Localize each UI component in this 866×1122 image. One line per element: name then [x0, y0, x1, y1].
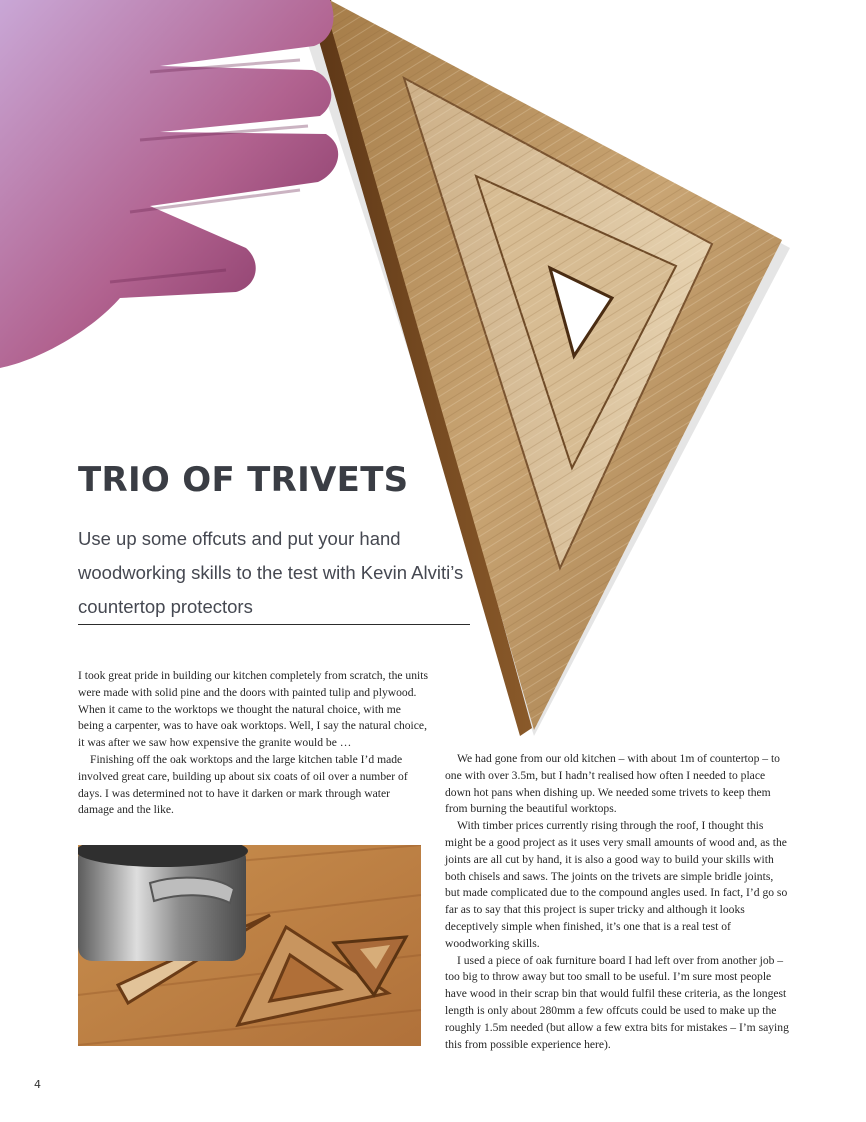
article-title: TRIO OF TRIVETS — [78, 460, 409, 500]
body-paragraph: Finishing off the oak worktops and the large kitchen table I’d made involved great care, building up about six coats of oil over a number of days. I was determined not to have it darken or mark through water damage and the like. — [78, 752, 408, 817]
body-column-right — [445, 751, 790, 1053]
body-paragraph: I took great pride in building our kitchen completely from scratch, the units were made with solid pine and the doors with painted tulip and plywood. When it came to the worktops we thought the natural choice, with me being a carpenter, was to have oak worktops. Well, I say the natural choice, it was after we saw how expensive the granite would be … — [78, 669, 428, 750]
hand-illustration — [0, 0, 338, 368]
trivets-photo — [78, 845, 421, 1046]
body-paragraph: We had gone from our old kitchen – with about 1m of countertop – to one with over 3.5m, but I hadn’t realised how often I needed to place down hot pans when dishing up. We needed some trivets to keep them from burning the beautiful worktops. — [445, 752, 780, 816]
body-paragraph: With timber prices currently rising through the roof, I thought this might be a good project as it uses very small amounts of wood and, as the joints are all cut by hand, it is also a good way to build your skills with both chisels and saws. The joints on the trivets are simple bridle joints, but made complicated due to the compound angles used. In fact, I’d go so far as to say that this project is super tricky and although it looks deceptively simple when finished, it’s one that is a real test of woodworking skills. — [445, 819, 788, 950]
body-paragraph: I used a piece of oak furniture board I had left over from another job – too big to throw away but too small to be useful. I’m sure most people have wood in their scrap bin that would fulfil these criteria, as the longest length is only about 280mm a few offcuts could be used to make up the roughly 1.5m needed (but allow a few extra bits for mistakes – I’m saying this from possible experience here). — [445, 953, 789, 1051]
title-divider — [78, 624, 470, 625]
article-standfirst: Use up some offcuts and put your hand woodworking skills to the test with Kevin Alviti’s countertop protectors — [78, 528, 464, 617]
body-column-left — [78, 668, 428, 819]
page-number: 4 — [34, 1078, 41, 1091]
